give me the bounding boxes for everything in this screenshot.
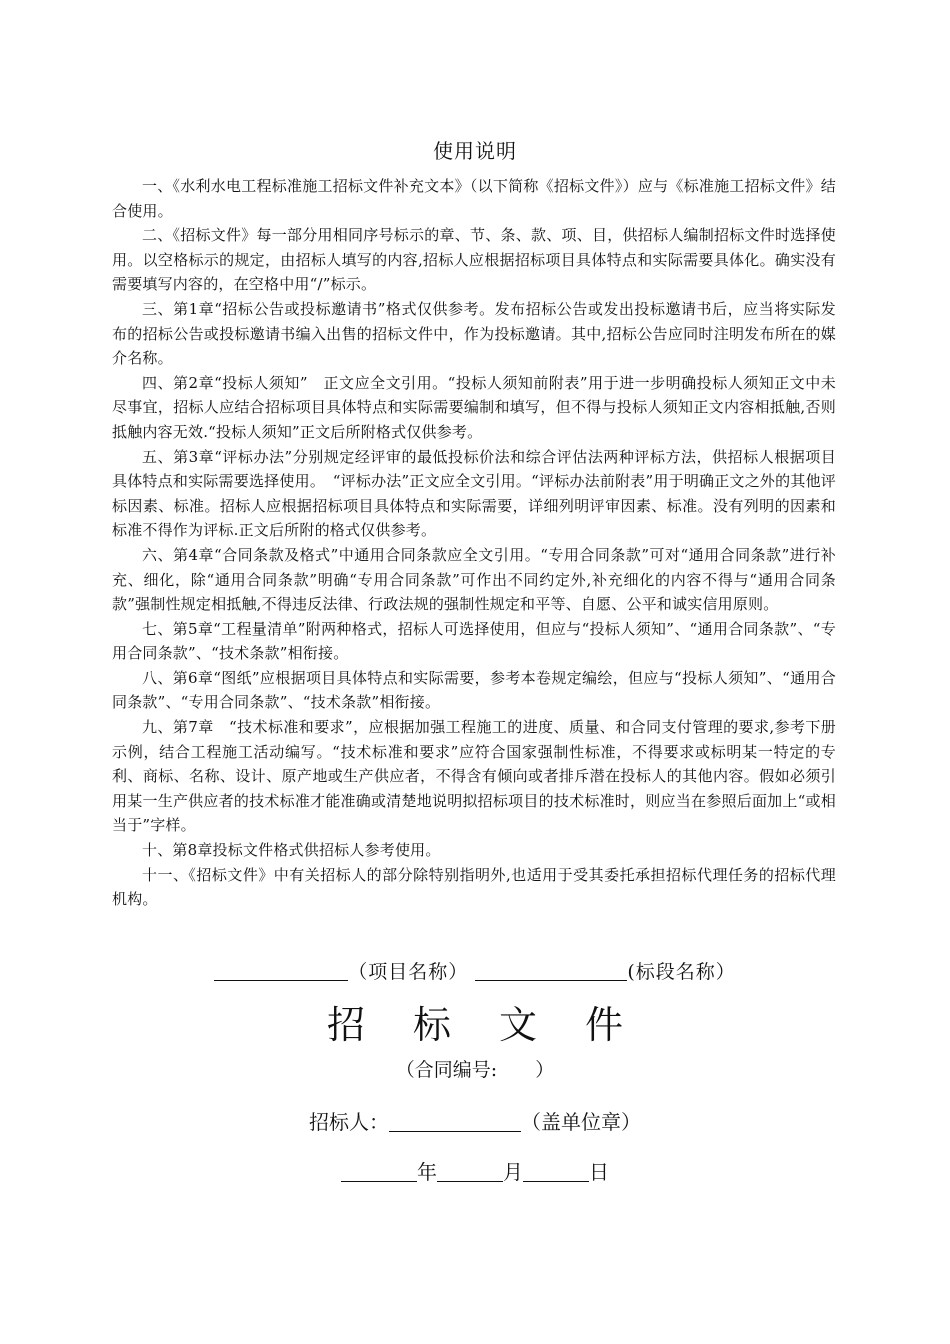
section-name-label: (标段名称） xyxy=(627,961,736,983)
section-name-blank xyxy=(475,960,627,981)
instruction-paragraph-4: 四、第2章“投标人须知” 正文应全文引用。“投标人须知前附表”用于进一步明确投标人须知正文中未尽事宜，招标人应结合招标项目具体特点和实际需要编制和填写，但不得与投标人须知正文内容相抵触,否则抵触内容无效.“投标人须知”正文后所附格式仅供参考。 xyxy=(112,373,836,441)
day-label: 日 xyxy=(589,1160,609,1184)
instructions-body xyxy=(112,174,836,912)
contract-number-line: （合同编号: ） xyxy=(395,1059,555,1081)
title-char-3: 文 xyxy=(499,1003,538,1047)
instruction-paragraph-7: 七、第5章“工程量清单”附两种格式，招标人可选择使用，但应与“投标人须知”、“通用合同条款”、“专用合同条款”、“技术条款”相衔接。 xyxy=(112,619,836,663)
instruction-paragraph-3: 三、第1章“招标公告或投标邀请书”格式仅供参考。发布招标公告或发出投标邀请书后，应当将实际发布的招标公告或投标邀请书编入出售的招标文件中，作为投标邀请。其中,招标公告应同时注明发布所在的媒介名称。 xyxy=(112,299,836,368)
instruction-paragraph-2: 二、《招标文件》每一部分用相同序号标示的章、节、条、款、项、目，供招标人编制招标文件时选择使用。以空格标示的规定，由招标人填写的内容,招标人应根据招标项目具体特点和实际需要具体化。确实没有需要填写内容的，在空格中用“/”标示。 xyxy=(112,226,836,294)
project-name-label: （项目名称） xyxy=(348,961,469,983)
instruction-paragraph-1: 一、《水利水电工程标准施工招标文件补充文本》（以下简称《招标文件》）应与《标准施工招标文件》结合使用。 xyxy=(112,177,836,220)
tenderer-blank xyxy=(389,1111,521,1132)
project-name-blank xyxy=(214,960,348,981)
instruction-paragraph-5: 五、第3章“评标办法”分别规定经评审的最低投标价法和综合评估法两种评标方法，供招标人根据项目具体特点和实际需要选择使用。 “评标办法”正文应全文引用。“评标办法前附表”用于明确正文之外的其他评标因素、标准。招标人应根据招标项目具体特点和实际需要，详细列明评审因素、标准。没有列明的因素和标准不得作为评标.正文后所附的格式仅供参考。 xyxy=(112,447,836,540)
tender-document-title xyxy=(0,1000,950,1050)
project-section-line xyxy=(0,957,950,987)
seal-label: （盖单位章） xyxy=(521,1110,641,1134)
title-char-2: 标 xyxy=(412,1003,451,1047)
month-label: 月 xyxy=(503,1160,523,1184)
instruction-paragraph-10: 十、第8章投标文件格式供招标人参考使用。 xyxy=(142,841,441,860)
tenderer-line xyxy=(0,1106,950,1138)
title-char-1: 招 xyxy=(326,1003,365,1047)
instruction-paragraph-8: 八、第6章“图纸”应根据项目具体特点和实际需要，参考本卷规定编绘，但应与“投标人须知”、“通用合同条款”、“专用合同条款”、“技术条款”相衔接。 xyxy=(112,668,836,712)
title-char-4: 件 xyxy=(585,1003,624,1047)
instructions-title: 使用说明 xyxy=(433,139,517,163)
instruction-paragraph-6: 六、第4章“合同条款及格式”中通用合同条款应全文引用。“专用合同条款”可对“通用合同条款”进行补充、细化，除“通用合同条款”明确“专用合同条款”可作出不同约定外,补充细化的内容不得与“通用合同条款”强制性规定相抵触,不得违反法律、行政法规的强制性规定和平等、自愿、公平和诚实信用原则。 xyxy=(112,545,836,614)
year-label: 年 xyxy=(417,1160,437,1184)
instruction-paragraph-9: 九、第7章 “技术标准和要求”，应根据加强工程施工的进度、质量、和合同支付管理的要求,参考下册示例，结合工程施工活动编写。“技术标准和要求”应符合国家强制性标准，不得要求或标明某一特定的专利、商标、名称、设计、原产地或生产供应者，不得含有倾向或者排斥潜在投标人的其他内容。假如必须引用某一生产供应者的技术标准才能准确或清楚地说明拟招标项目的技术标准时，则应当在参照后面加上“或相当于”字样。 xyxy=(112,718,836,835)
month-blank xyxy=(437,1161,503,1182)
instruction-paragraph-11: 十一、《招标文件》中有关招标人的部分除特别指明外,也适用于受其委托承担招标代理任务的招标代理机构。 xyxy=(112,865,836,909)
tenderer-label: 招标人： xyxy=(309,1110,389,1134)
date-line xyxy=(0,1156,950,1188)
day-blank xyxy=(523,1161,589,1182)
year-blank xyxy=(341,1161,417,1182)
